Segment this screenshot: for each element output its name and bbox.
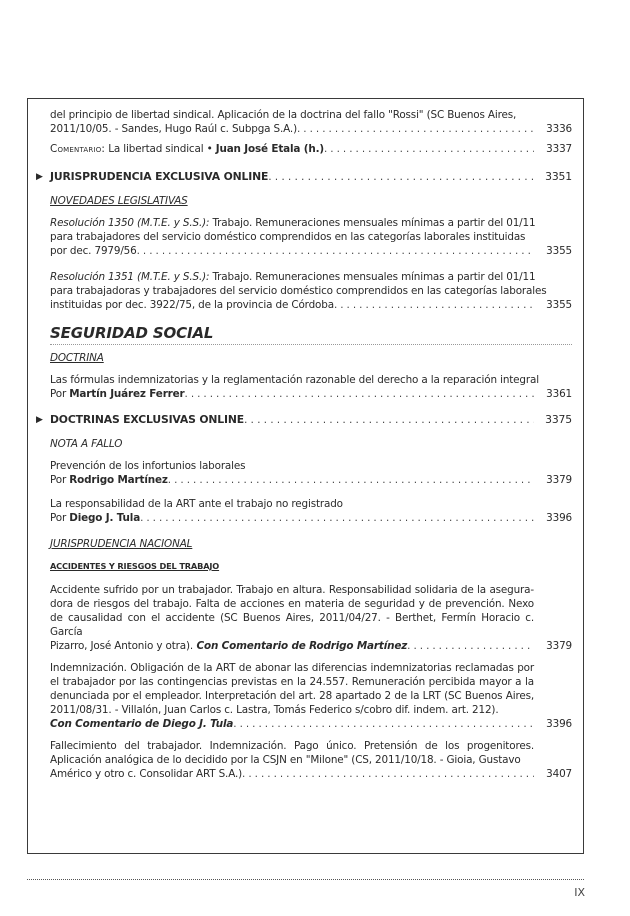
dot-leader	[297, 122, 534, 136]
dot-leader	[137, 244, 534, 258]
online-label: DOCTRINAS EXCLUSIVAS ONLINE	[50, 413, 244, 426]
dot-leader	[244, 413, 534, 427]
por-label: Por	[50, 474, 70, 486]
comment-author: Con Comentario de Diego J. Tula	[50, 718, 234, 730]
page-number: 3361	[546, 388, 572, 400]
toc-entry[interactable]	[50, 497, 572, 525]
entry-line: Prevención de los infortunios laborales	[50, 460, 246, 472]
author-name: Martín Juárez Ferrer	[69, 388, 185, 400]
section-label-doctrina: DOCTRINA	[50, 352, 104, 364]
toc-entry[interactable]	[50, 661, 572, 731]
page-number: 3396	[546, 512, 572, 524]
entry-line: Pizarro, José Antonio y otra).	[50, 640, 194, 652]
online-section-link[interactable]	[36, 170, 572, 184]
toc-entry[interactable]	[50, 270, 572, 312]
section-title-seguridad-social: SEGURIDAD SOCIAL	[50, 326, 572, 345]
triangle-right-icon: ▶	[36, 415, 43, 425]
dot-leader	[233, 717, 534, 731]
page-number: 3396	[546, 718, 572, 730]
entry-line: para trabajadoras y trabajadores del servicio doméstico comprendidos en las categorías laborales	[50, 285, 547, 297]
dot-leader	[140, 511, 534, 525]
page-number: 3351	[545, 170, 572, 183]
entry-line: Las fórmulas indemnizatorias y la reglamentación razonable del derecho a la reparación integral	[50, 374, 539, 386]
entry-text: Accidente sufrido por un trabajador. Trabajo en altura. Responsabilidad solidaria de la asegura-dora de riesgos del trabajo. Falta de acciones en materia de seguridad y de prevención. Nexo de causalidad con el accidente (SC Buenos Aires, 2011/04/27. - Berthet, Fermín Horacio c. García	[50, 584, 534, 638]
dot-leader	[185, 387, 534, 401]
dot-leader	[407, 639, 534, 653]
section-label-nota: NOTA A FALLO	[50, 438, 123, 450]
toc-entry[interactable]	[50, 108, 572, 136]
por-label: Por	[50, 388, 70, 400]
page-number: 3337	[546, 143, 572, 155]
entry-text: Indemnización. Obligación de la ART de abonar las diferencias indemnizatorias reclamadas por el trabajador por las contingencias previstas en la 24.557. Remuneración percibida mayor a la denunciada por el empleador. Interpretación del art. 28 apartado 2 de la LRT (SC Buenos Aires, 2011/08/31. - Villalón, Juan Carlos c. Lastra, Tomás Federico s/cobro dif. indem. art. 212).	[50, 662, 534, 716]
por-label: Por	[50, 512, 70, 524]
entry-line: Américo y otro c. Consolidar ART S.A.)	[50, 768, 243, 780]
page-number: 3355	[546, 299, 572, 311]
author-name: Diego J. Tula	[69, 512, 141, 524]
resolution-title: Resolución 1350 (M.T.E. y S.S.):	[50, 217, 210, 229]
page-number: 3379	[546, 640, 572, 652]
page-number: 3355	[546, 245, 572, 257]
entry-line: por dec. 7979/56	[50, 245, 137, 257]
toc-entry[interactable]	[50, 739, 572, 781]
comment-author: Con Comentario de Rodrigo Martínez	[193, 640, 408, 652]
comment-entry[interactable]	[50, 142, 572, 156]
section-label-jurisprudencia: JURISPRUDENCIA NACIONAL	[50, 538, 193, 550]
toc-entry[interactable]	[50, 459, 572, 487]
comment-label: Comentario:	[50, 143, 106, 155]
subheading-accidentes: ACCIDENTES Y RIESGOS DEL TRABAJO	[50, 561, 220, 571]
footer-rule	[27, 879, 584, 880]
toc-entry[interactable]	[50, 216, 572, 258]
dot-leader	[242, 767, 534, 781]
comment-text: La libertad sindical •	[105, 143, 216, 155]
entry-line: La responsabilidad de la ART ante el trabajo no registrado	[50, 498, 343, 510]
resolution-title: Resolución 1351 (M.T.E. y S.S.):	[50, 271, 210, 283]
page-number: 3375	[545, 413, 572, 426]
entry-text: Fallecimiento del trabajador. Indemnización. Pago único. Pretensión de los progenitores. Aplicación analógica de lo decidido por la CSJN en "Milone" (CS, 2011/10/18. - Gioia, Gustavo	[50, 740, 534, 766]
entry-line: Trabajo. Remuneraciones mensuales mínimas a partir del 01/11	[209, 217, 536, 229]
author-name: Rodrigo Martínez	[69, 474, 168, 486]
comment-author: Juan José Etala (h.)	[215, 143, 324, 155]
page-number: 3379	[546, 474, 572, 486]
entry-line: Trabajo. Remuneraciones mensuales mínimas a partir del 01/11	[209, 271, 536, 283]
page-number: 3336	[546, 123, 572, 135]
entry-line: del principio de libertad sindical. Aplicación de la doctrina del fallo "Rossi" (SC Buenos Aires,	[50, 109, 517, 121]
triangle-right-icon: ▶	[36, 172, 43, 182]
footer-page-number: IX	[574, 886, 585, 899]
online-label: JURISPRUDENCIA EXCLUSIVA ONLINE	[50, 170, 269, 183]
dot-leader	[168, 473, 534, 487]
toc-entry[interactable]	[50, 583, 572, 653]
page-number: 3407	[546, 768, 572, 780]
entry-line: 2011/10/05. - Sandes, Hugo Raúl c. Subpga S.A.)	[50, 123, 297, 135]
dot-leader	[324, 142, 534, 156]
entry-line: instituidas por dec. 3922/75, de la provincia de Córdoba	[50, 299, 334, 311]
dot-leader	[334, 298, 534, 312]
entry-line: para trabajadores del servicio doméstico comprendidos en las categorías laborales instituidas	[50, 231, 526, 243]
section-label-novedades: NOVEDADES LEGISLATIVAS	[50, 195, 188, 207]
dot-leader	[268, 170, 534, 184]
online-section-link[interactable]	[36, 413, 572, 427]
toc-content	[36, 108, 572, 781]
toc-entry[interactable]	[50, 373, 572, 401]
